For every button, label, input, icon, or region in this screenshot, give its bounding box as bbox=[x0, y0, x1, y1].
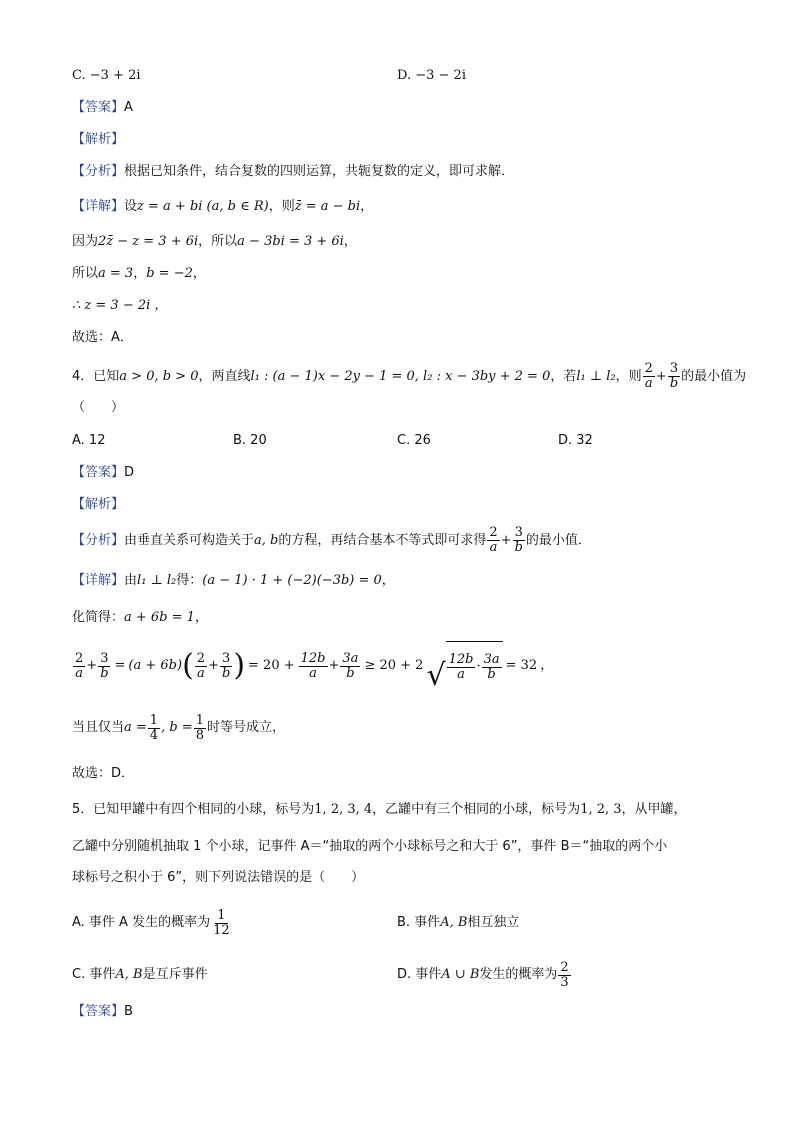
q3-detail-line4: ∴ z = 3 − 2i ， bbox=[72, 298, 168, 313]
q4-option-b: B. 20 bbox=[233, 433, 267, 448]
q3-option-c: C. −3 + 2i bbox=[72, 68, 141, 83]
q5-option-c: C. 事件A, B是互斥事件 bbox=[72, 967, 208, 982]
q3-analysis-label: 【解析】 bbox=[72, 132, 125, 147]
q3-detail-line1: 【详解】设z = a + bi (a, b ∈ R)，则z̄ = a − bi， bbox=[72, 199, 374, 214]
q4-option-c: C. 26 bbox=[397, 433, 431, 448]
q5-stem-line2: 乙罐中分别随机抽取 1 个小球，记事件 A＝“抽取的两个小球标号之和大于 6”，事件 B＝“抽取的两个小 bbox=[72, 839, 668, 854]
q4-equality-condition: 当且仅当 a = $\frac{1}{4}$ , b = $\frac{1}{8}$ 时等号成立， bbox=[72, 712, 285, 743]
q4-paren: （ ） bbox=[72, 400, 125, 415]
q5-option-b: B. 事件A, B相互独立 bbox=[397, 915, 520, 930]
q4-detail-line1: 【详解】由l₁ ⊥ l₂得：(a − 1) · 1 + (−2)(−3b) = 0， bbox=[72, 573, 395, 588]
q3-choose: 故选：A． bbox=[72, 330, 133, 345]
q4-fenxi: 【分析】由垂直关系可构造关于a, b的方程，再结合基本不等式即可求得 $\frac{2}{a}$ + $\frac{3}{b}$ 的最小值． bbox=[72, 525, 591, 555]
q4-simplify: 化简得：a + 6b = 1， bbox=[72, 610, 208, 625]
q4-option-a: A. 12 bbox=[72, 433, 106, 448]
q3-detail-line3: 所以a = 3，b = −2， bbox=[72, 266, 206, 281]
q4-inequality: $\frac{2}{a}$ + $\frac{3}{b}$ = (a + 6b) ( $\frac{2}{a}$ + $\frac{3}{b}$ ) = 20 + $\frac{12b}{a}$ + $\frac{3a}{b}$ ≥ 20 + 2 √ $\frac{12b}{a}$ · $\frac{3a}{b}$ = 32 ， bbox=[72, 641, 553, 691]
q5-answer: 【答案】B bbox=[72, 1004, 133, 1019]
q5-option-d: D. 事件 A ∪ B 发生的概率为 $\frac{2}{3}$ bbox=[397, 959, 569, 990]
q3-fenxi: 【分析】根据已知条件，结合复数的四则运算，共轭复数的定义，即可求解． bbox=[72, 164, 515, 179]
q4-answer: 【答案】D bbox=[72, 465, 135, 480]
q5-option-a: A. 事件 A 发生的概率为 $\frac{1}{12}$ bbox=[72, 907, 230, 938]
q4-analysis-label: 【解析】 bbox=[72, 497, 125, 512]
q4-stem: 4．已知a > 0, b > 0，两直线l₁ : (a − 1)x − 2y − 1 = 0, l₂ : x − 3by + 2 = 0，若l₁ ⊥ l₂，则 $\frac{2}{a}$ + $\frac{3}{b}$ 的最小值为 bbox=[72, 361, 747, 391]
q5-stem-line1: 5．已知甲罐中有四个相同的小球，标号为1, 2, 3, 4，乙罐中有三个相同的小球，标号为1, 2, 3，从甲罐， bbox=[72, 802, 687, 817]
q3-detail-line2: 因为2z̄ − z = 3 + 6i，所以a − 3bi = 3 + 6i， bbox=[72, 234, 357, 249]
q4-option-d: D. 32 bbox=[558, 433, 593, 448]
q5-stem-line3: 球标号之积小于 6”，则下列说法错误的是（ ） bbox=[72, 870, 365, 885]
q3-answer: 【答案】A bbox=[72, 100, 133, 115]
q4-choose: 故选：D． bbox=[72, 766, 135, 781]
q3-option-d: D. −3 − 2i bbox=[397, 68, 466, 83]
